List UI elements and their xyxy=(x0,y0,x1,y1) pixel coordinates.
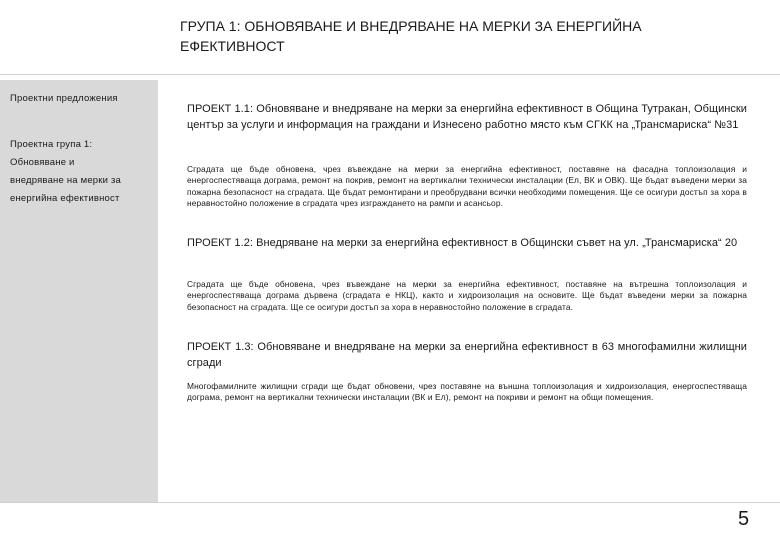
sidebar-group-line: внедряване на мерки за xyxy=(10,175,122,186)
project-description: Сградата ще бъде обновена, чрез въвеждане на мерки за енергийна ефективност, поставяне на фасадна топлоизолация и енергоспестяваща дограма, ремонт на покрив, ремонт на вертикални технически инсталации (Ел, ВК и ОВК). Ще бъдат въведени мерки за пожарна безопасност на сградата. Ще бъдат ремонтирани и преобрудвани всички необходими помещения. Ще се осигури достъп за хора в неравностойно положение в сградата чрез изграждането на рампи и асансьор. xyxy=(187,164,747,209)
project-1-2 xyxy=(187,235,747,251)
sidebar-project-group xyxy=(10,136,150,208)
project-1-1-description-block xyxy=(187,164,747,210)
sidebar-group-line: енергийна ефективност xyxy=(10,193,120,204)
project-1-3 xyxy=(187,339,747,371)
project-description: Сградата ще бъде обновена, чрез въвеждане на мерки за енергийна ефективност, поставяне на вътрешна топлоизолация и енергоспестяваща дограма дървена (сградата е НКЦ), както и хидроизолация на основите. Ще бъдат въведени мерки за пожарна безопасност на сградата. Ще се осигури достъп за хора в неравностойно положение в сградата. xyxy=(187,279,747,312)
sidebar-heading: Проектни предложения xyxy=(10,93,118,104)
sidebar-group-line: Обновяване и xyxy=(10,157,75,168)
page-title: ГРУПА 1: ОБНОВЯВАНЕ И ВНЕДРЯВАНЕ НА МЕРКИ ЗА ЕНЕРГИЙНА ЕФЕКТИВНОСТ xyxy=(180,18,642,54)
project-title: ПРОЕКТ 1.2: Внедряване на мерки за енергийна ефективност в Общински съвет на ул. „Трансмариска“ 20 xyxy=(187,237,738,249)
project-description: Многофамилните жилищни сгради ще бъдат обновени, чрез поставяне на външна топлоизолация и хидроизолация, енергоспестяваща дограма, ремонт на вертикални технически инсталации (ВК и Ел), ремонт на покриви и ремонт на общи помещения. xyxy=(187,381,747,403)
project-1-3-description-block xyxy=(187,381,747,404)
sidebar xyxy=(0,80,158,502)
project-1-2-description-block xyxy=(187,279,747,313)
footer-divider xyxy=(0,502,780,503)
project-1-1 xyxy=(187,101,747,133)
project-title: ПРОЕКТ 1.3: Обновяване и внедряване на мерки за енергийна ефективност в 63 многофамилни жилищни сгради xyxy=(187,341,747,369)
project-title: ПРОЕКТ 1.1: Обновяване и внедряване на мерки за енергийна ефективност в Община Тутракан, Общински център за услуги и информация на граждани и Изнесено работно място към СГКК на „Трансмариска“ №31 xyxy=(187,103,747,131)
header-divider xyxy=(0,74,780,75)
sidebar-group-line: Проектна група 1: xyxy=(10,139,93,150)
page-number: 5 xyxy=(738,508,750,530)
